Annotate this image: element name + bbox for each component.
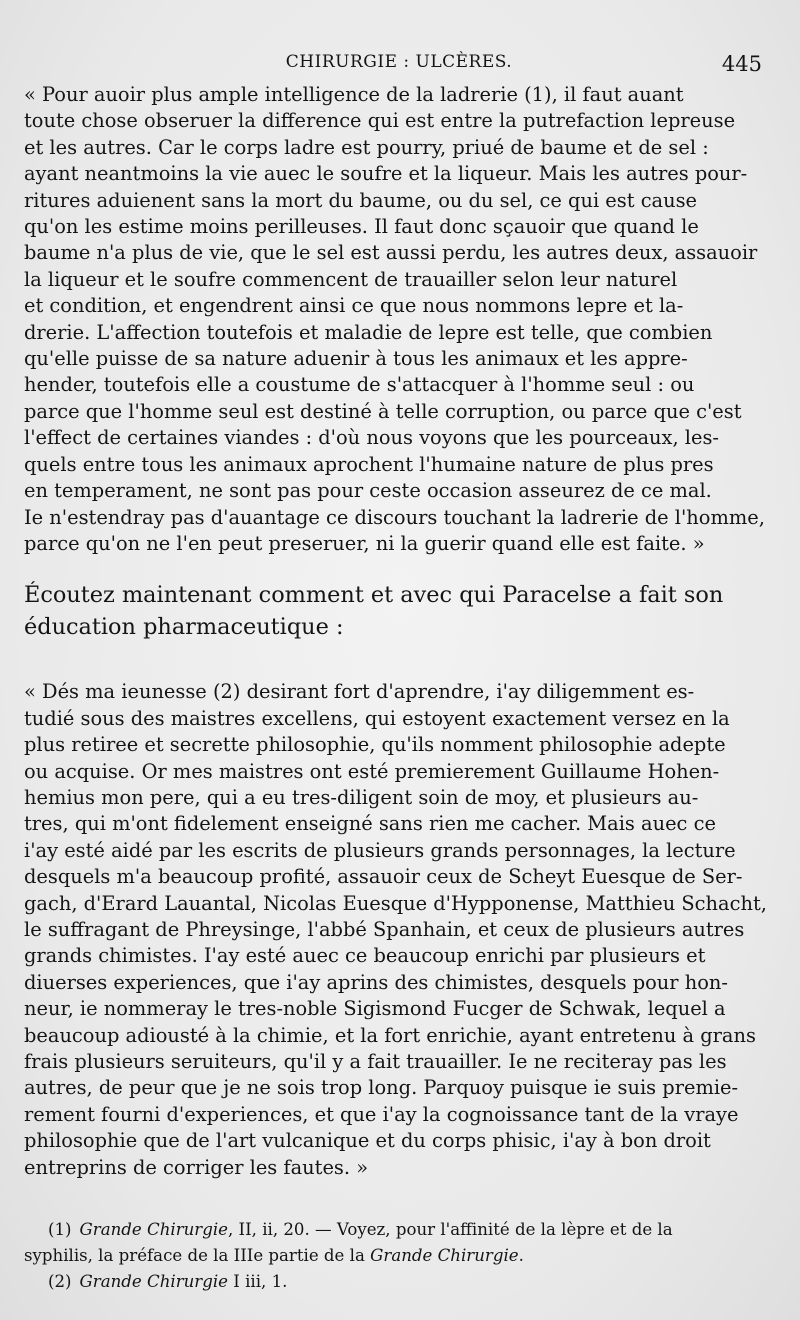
text-line: en temperament, ne sont pas pour ceste occasion asseurez de ce mal.	[24, 479, 712, 503]
footnote-marker: (2)	[48, 1272, 72, 1292]
text-line: toute chose obseruer la difference qui est entre la putrefaction lepreuse	[24, 109, 736, 133]
footnote-work-title: Grande Chirurgie	[79, 1272, 228, 1292]
footnote-work-title: Grande Chirurgie	[370, 1246, 519, 1266]
footnote-2-line	[24, 1269, 774, 1295]
text-line: beaucoup adiousté à la chimie, et la fort enrichie, ayant entretenu à grans	[24, 1023, 756, 1047]
text-line: quels entre tous les animaux aprochent l'humaine nature de plus pres	[24, 452, 714, 476]
text-line: hemius mon pere, qui a eu tres-diligent soin de moy, et plusieurs au-	[24, 785, 699, 809]
text-line: drerie. L'affection toutefois et maladie de lepre est telle, que combien	[24, 320, 713, 344]
footnote-1-line	[24, 1217, 774, 1243]
text-line: philosophie que de l'art vulcanique et du corps phisic, i'ay à bon droit	[24, 1129, 711, 1153]
footnote-1	[24, 1217, 774, 1269]
intro-line: éducation pharmaceutique :	[24, 614, 344, 641]
text-line: la liqueur et le soufre commencent de trauailler selon leur naturel	[24, 267, 678, 291]
text-line: plus retiree et secrette philosophie, qu'ils nomment philosophie adepte	[24, 733, 726, 757]
intro-line: Écoutez maintenant comment et avec qui Paracelse a fait son	[24, 582, 724, 609]
text-line: et les autres. Car le corps ladre est pourry, priué de baume et de sel :	[24, 135, 709, 159]
text-line: tres, qui m'ont fidelement enseigné sans rien me cacher. Mais auec ce	[24, 812, 716, 836]
text-line: i'ay esté aidé par les escrits de plusieurs grands personnages, la lecture	[24, 838, 736, 862]
text-line: baume n'a plus de vie, que le sel est aussi perdu, les autres deux, assauoir	[24, 241, 758, 265]
footnote-2	[24, 1269, 774, 1295]
footnotes	[24, 1217, 774, 1295]
text-line: ritures aduienent sans la mort du baume, ou du sel, ce qui est cause	[24, 188, 698, 212]
text-line: « Pour auoir plus ample intelligence de la ladrerie (1), il faut auant	[24, 83, 684, 106]
text-line: ayant neantmoins la vie auec le soufre et la liqueur. Mais les autres pour-	[24, 162, 748, 186]
footnote-work-title: Grande Chirurgie	[79, 1220, 228, 1240]
text-line: desquels m'a beaucoup profité, assauoir ceux de Scheyt Euesque de Ser-	[24, 865, 743, 889]
text-line: le suffragant de Phreysinge, l'abbé Spanhain, et ceux de plusieurs autres	[24, 917, 745, 941]
quote-education	[24, 679, 774, 1181]
text-line: gach, d'Erard Lauantal, Nicolas Euesque d'Hypponense, Matthieu Schacht,	[24, 891, 767, 915]
text-line: grands chimistes. I'ay esté auec ce beaucoup enrichi par plusieurs et	[24, 944, 706, 968]
text-line: hender, toutefois elle a coustume de s'attacquer à l'homme seul : ou	[24, 373, 695, 397]
text-line: l'effect de certaines viandes : d'où nous voyons que les pourceaux, les-	[24, 426, 719, 450]
text-line: rement fourni d'experiences, et que i'ay la cognoissance tant de la vraye	[24, 1102, 739, 1126]
text-line: neur, ie nommeray le tres-noble Sigismond Fucger de Schwak, lequel a	[24, 997, 726, 1021]
footnote-text: .	[518, 1246, 524, 1266]
text-line: Ie n'estendray pas d'auantage ce discours touchant la ladrerie de l'homme,	[24, 505, 765, 529]
text-line: diuerses experiences, que i'ay aprins des chimistes, desquels pour hon-	[24, 970, 728, 994]
text-line: frais plusieurs seruiteurs, qu'il y a fait trauailler. Ie ne reciteray pas les	[24, 1050, 727, 1073]
text-line: « Dés ma ieunesse (2) desirant fort d'aprendre, i'ay diligemment es-	[24, 680, 695, 704]
text-line: parce que l'homme seul est destiné à telle corruption, ou parce que c'est	[24, 399, 742, 423]
text-line: entreprins de corriger les fautes. »	[24, 1155, 369, 1179]
text-line: ou acquise. Or mes maistres ont esté premierement Guillaume Hohen-	[24, 759, 720, 783]
page-number: 445	[721, 52, 762, 76]
footnote-reference: I iii, 1.	[228, 1272, 288, 1292]
running-title: CHIRURGIE : ULCÈRES.	[285, 52, 513, 72]
intro-paragraph	[24, 579, 774, 643]
text-line: parce qu'on ne l'en peut preseruer, ni la guerir quand elle est faite. »	[24, 531, 705, 555]
footnote-reference: , II, ii, 20. — Voyez, pour l'affinité de la lèpre et de la	[228, 1220, 673, 1240]
text-line: tudié sous des maistres excellens, qui estoyent exactement versez en la	[24, 706, 730, 730]
quote-ladrerie	[24, 82, 774, 557]
text-line: qu'elle puisse de sa nature aduenir à tous les animaux et les appre-	[24, 347, 688, 371]
footnote-1-continuation	[24, 1243, 774, 1269]
footnote-marker: (1)	[48, 1220, 72, 1240]
text-line: qu'on les estime moins perilleuses. Il faut donc sçauoir que quand le	[24, 215, 699, 239]
text-line: et condition, et engendrent ainsi ce que nous nommons lepre et la-	[24, 294, 684, 318]
text-line: autres, de peur que je ne sois trop long. Parquoy puisque ie suis premie-	[24, 1076, 739, 1100]
footnote-text: syphilis, la préface de la IIIe partie de la	[24, 1246, 371, 1266]
running-head	[24, 52, 774, 82]
